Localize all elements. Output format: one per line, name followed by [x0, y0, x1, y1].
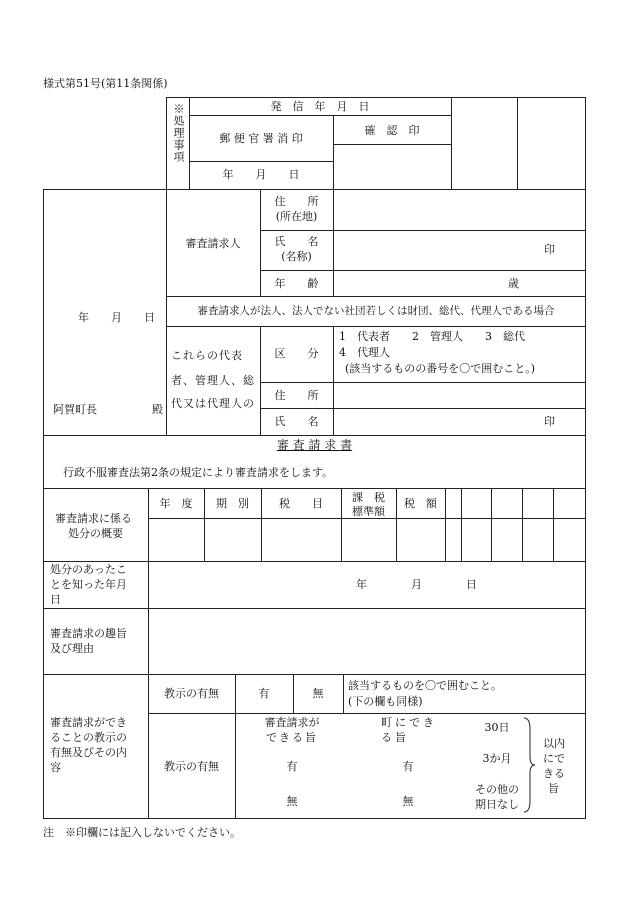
requester-seal: 印	[544, 243, 555, 256]
teaching-row-label-1: 教示の有無	[164, 687, 219, 700]
representative-option-line1: 1 代表者 2 管理人 3 総代	[339, 330, 525, 343]
reason-label-line1: 審査請求の趣旨	[50, 627, 127, 640]
learned-label-line1: 処分のあったこ	[50, 563, 127, 576]
representative-header: 審査請求人が法人、法人でない社団若しくは財団、総代、代理人である場合	[197, 305, 555, 317]
within-line1: 以内	[543, 737, 565, 750]
period-brace	[522, 717, 536, 813]
learned-label-line2: とを知った年月	[50, 578, 127, 591]
summary-header-base-line1: 課 税	[352, 491, 385, 504]
period-other-line2: 期日なし	[475, 798, 519, 811]
within-line4: 旨	[548, 782, 559, 795]
summary-header-year: 年 度	[159, 497, 193, 510]
requester-address-label: 住 所	[274, 195, 319, 208]
statement: 行政不服審査法第2条の規定により審査請求をします。	[63, 466, 334, 479]
teaching-label-line3: 有無及びその内	[50, 746, 127, 759]
learned-date: 年 月 日	[356, 578, 477, 591]
representative-label-line1: これらの代表	[171, 349, 243, 362]
summary-header-base-line2: 標準額	[352, 505, 385, 518]
period-other-line1: その他の	[475, 783, 519, 796]
teaching-yes-1: 有	[258, 687, 270, 700]
within-line3: きる	[543, 767, 565, 780]
summary-label-line1: 審査請求に係る	[55, 512, 132, 525]
teaching-no-1: 無	[312, 687, 324, 700]
representative-label-line3: 代又は代理人の	[171, 397, 255, 410]
teaching-note-line1: 該当するものを〇で囲むこと。	[348, 679, 502, 692]
requester-address-sub: (所在地)	[275, 210, 318, 223]
summary-header-period: 期 別	[216, 497, 249, 510]
period-3-months: 3か月	[482, 752, 512, 765]
representative-address-label: 住 所	[274, 389, 319, 402]
possible-yes: 有	[286, 760, 298, 773]
town-no: 無	[402, 795, 414, 808]
teaching-row-label-2: 教示の有無	[164, 760, 219, 773]
request-date: 年 月 日	[78, 311, 155, 324]
processing-label: ※処理事項	[172, 103, 185, 163]
summary-header-tax-amount: 税 額	[404, 497, 437, 510]
possible-line2: できる旨	[266, 731, 318, 744]
teaching-label-line2: ることの教示の	[50, 731, 127, 744]
postmark-label: 郵 便 官 署 消 印	[219, 132, 303, 145]
document-title: 審 査 請 求 書	[276, 438, 353, 452]
town-line1: 町にでき	[381, 716, 437, 729]
summary-header-tax-item: 税 目	[279, 497, 323, 510]
summary-label-line2: 処分の概要	[68, 527, 123, 540]
representative-option-line2: 4 代理人	[339, 346, 390, 359]
processing-date: 年 月 日	[222, 168, 300, 181]
representative-option-line3: (該当するものの番号を〇で囲むこと。)	[345, 362, 536, 375]
requester-age-unit: 歳	[508, 277, 519, 290]
town-line2: る旨	[381, 731, 409, 744]
representative-label-line2: 者、管理人、総	[171, 374, 255, 387]
requester-age-label: 年 齢	[274, 277, 319, 290]
period-30-days: 30日	[484, 721, 510, 734]
possible-no: 無	[286, 795, 298, 808]
requester-label: 審査請求人	[185, 237, 241, 250]
learned-label-line3: 日	[50, 593, 61, 606]
representative-name-label: 氏 名	[274, 415, 319, 428]
teaching-label-line4: 容	[50, 761, 61, 774]
possible-line1: 審査請求が	[264, 716, 320, 729]
representative-seal: 印	[544, 415, 555, 428]
addressee: 阿賀町長 殿	[53, 403, 163, 416]
teaching-label-line1: 審査請求ができ	[50, 716, 127, 729]
teaching-note-line2: (下の欄も同様)	[348, 695, 423, 708]
within-line2: にで	[543, 752, 565, 765]
confirm-seal-label: 確 認 印	[364, 124, 420, 137]
requester-name-label: 氏 名	[274, 235, 319, 248]
representative-kubun-label: 区 分	[274, 347, 319, 360]
reason-label-line2: 及び理由	[50, 642, 94, 655]
town-yes: 有	[402, 760, 414, 773]
form-number: 様式第51号(第11条関係)	[43, 77, 168, 90]
requester-name-sub: (名称)	[281, 250, 312, 263]
footnote: 注 ※印欄には記入しないでください。	[43, 826, 241, 839]
send-date-label: 発 信 年 月 日	[270, 100, 370, 113]
